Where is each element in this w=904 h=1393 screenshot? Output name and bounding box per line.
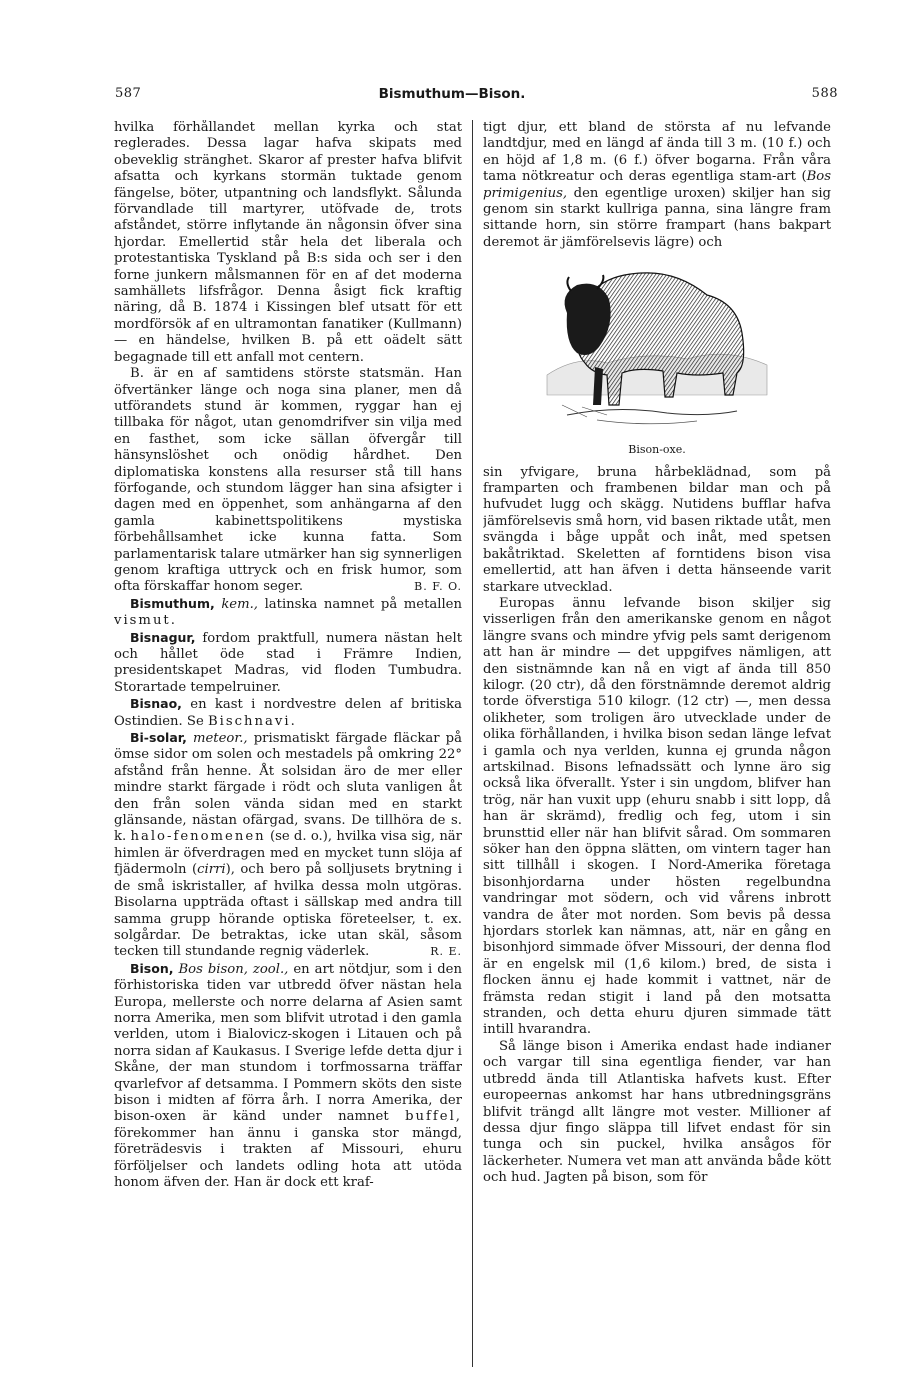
bison-illustration-icon	[537, 255, 777, 440]
left-column	[114, 120, 462, 1370]
paragraph-bison-4: Så länge bison i Amerika endast hade indianer och vargar till sina egentliga fiender, var han utbredd ända till Atlantiska hafvets kust. Efter europeernas ankomst har hans utbredningsgräns blifvit trängd allt längre mot vester. Millioner af dessa djur fingo släppa till lifvet endast för sin tunga och sin puckel, hvilka ansågos för läckerheter. Numera vet man att använda både kött och hud. Jagten på bison, som för	[483, 1038, 831, 1186]
entry-headword: Bismuthum,	[130, 595, 215, 611]
entry-bison	[114, 961, 462, 1192]
entry-latin: cirri	[197, 862, 226, 878]
entry-term: buffel,	[405, 1109, 462, 1125]
entry-abbreviation: kem.,	[221, 596, 258, 612]
entry-headword: Bisnagur,	[130, 629, 196, 645]
running-title: Bismuthum—Bison.	[378, 86, 526, 102]
paragraph-bismarck-1: hvilka förhållandet mellan kyrka och stat reglerades. Dessa lagar hafva skipats med obeveklig stränghet. Skaror af prester hafva blifvit afsatta och kyrkans stormän tuktade genom fängelse, böter, utpantning och landsflykt. Sålunda förvandlade till martyrer, utöfvade de, trots afståndet, större inflytande än någonsin öfver sina hjordar. Emellertid står hela det liberala och protestantiska Tyskland på B:s sida och ser i den forne junkern målsmannen för en af det moderna samhällets lifsfrågor. Denna åsigt fick kraftig näring, då B. 1874 i Kissingen blef utsatt för ett mordförsök af en ultramontan fanatiker (Kullmann) — en händelse, hvilken B. på ett oädelt sätt begagnade till ett anfall mot centern.	[114, 120, 462, 365]
entry-bisnagur	[114, 630, 462, 697]
column-divider	[472, 120, 473, 1367]
paragraph-text: den egentlige uroxen) skiljer han sig genom sin starkt kullriga panna, sina längre fram sittande horn, sin större frampart (hans bakpart deremot är jämförelsevis lägre) och	[483, 185, 831, 250]
entry-text: (se d. o.), hvilka visa sig, när himlen är öfverdragen med en mycket tunn slöja af fjädermoln (	[114, 829, 462, 878]
right-column	[483, 120, 831, 1370]
author-signature: R. E.	[430, 945, 462, 959]
entry-text: en art nötdjur, som i den förhistoriska tiden var utbredd öfver nästan hela Europa, mellerste och norre delarna af Asien samt norra Amerika, men som blifvit utrotad i den gamla verlden, utom i Bialovicz-skogen i Litauen och på norra sidan af Kaukasus. I Sverige lefde detta djur i Skåne, der man stundom i torfmossarna träffar qvarlefvor af detsamma. I Pommern sköts den siste bison i midten af förra årh. I norra Amerika, der bison-oxen är känd under namnet	[114, 961, 462, 1125]
entry-text: prismatiskt färgade fläckar på ömse sidor om solen och mestadels på omkring 22° afstånd från henne. Åt solsidan äro de mer eller mindre starkt färgade i rödt och sluta vanligen åt den från solen vända sidan med en starkt glänsande, nästan ofärgad, svans. De tillhöra de s. k.	[114, 731, 462, 845]
author-signature: B. F. O.	[414, 580, 462, 594]
entry-bismuthum	[114, 596, 462, 630]
entry-bisnao	[114, 696, 462, 730]
paragraph-bismarck-2	[114, 366, 462, 596]
entry-text: förekommer han ännu i ganska stor mängd, företrädesvis i trakten af Missouri, ehuru förföljelser och landets odling hota att utöda honom äfven der. Han är dock ett kraf-	[114, 1125, 462, 1190]
entry-abbreviation: meteor.,	[192, 731, 248, 747]
entry-text: latinska namnet på metallen	[264, 596, 462, 612]
page-header	[0, 86, 904, 110]
entry-text: en kast i nordvestre delen af britiska Ostindien. Se	[114, 697, 462, 729]
paragraph-bison-2: sin yfvigare, bruna hårbeklädnad, som på framparten och frambenen bildar man och på hufvudet lugg och skägg. Nutidens bufflar hafva jämförelsevis små horn, vid basen riktade utåt, men svängda i båge uppåt och inåt, med spetsen bakåtriktad. Skeletten af forntidens bison visa emellertid, att han äfven i detta hänseende varit starkare utvecklad.	[483, 464, 831, 595]
paragraph-bison-1	[483, 120, 831, 251]
paragraph-text: tigt djur, ett bland de största af nu lefvande landtdjur, med en längd af ända till 3 m. (10 f.) och en höjd af 1,8 m. (6 f.) öfver bogarna. Från våra tama nötkreatur och deras egentliga stam-art (	[483, 120, 831, 185]
entry-bi-solar	[114, 730, 462, 961]
entry-text: ), och bero på solljusets brytning i de små iskristaller, af hvilka dessa moln utgöras. Bisolarna uppträda oftast i sällskap med andra till samma grupp hörande optiska företeelser, t. ex. solgårdar. De betraktas, icke utan skäl, såsom tecken till stundande regnig väderlek.	[114, 862, 462, 960]
figure-caption: Bison-oxe.	[628, 443, 686, 457]
entry-text: fordom praktfull, numera nästan helt och hållet öde stad i Främre Indien, presidentskapet Madras, vid floden Tumbudra. Storartade tempelruiner.	[114, 630, 462, 695]
entry-headword: Bisnao,	[130, 696, 182, 712]
paragraph-bison-3: Europas ännu lefvande bison skiljer sig visserligen från den amerikanske genom en något längre svans och mindre yfvig pels samt derigenom att han är mindre — det uppgifves nämligen, att den sistnämnde kan nå en vigt af ända till 850 kilogr. (20 ctr), då den förstnämnde deremot aldrig torde öfverstiga 510 kilogr. (12 ctr) —, men dessa olikheter, som troligen äro utvecklade under de olika förhållanden, i hvilka bison sedan länge lefvat i gamla och nya verlden, kunna ej grunda någon artskilnad. Bisons lefnadssätt och lynne äro sig också lika öfverallt. Yster i sin ungdom, blifver han trög, när han vuxit upp (ehuru snabb i sitt lopp, då han är skrämd), fredlig och feg, utom i sin brunsttid eller när han blifvit sårad. Om sommaren söker han den öppna slätten, om vintern tager han sitt tillhåll i skogen. I Nord-Amerika företaga bisonhjordarna under hösten regelbundna vandringar mot södern, och vid vårens inbrott vandra de åter mot norden. Som bevis på dessa hjordars storlek kan nämnas, att, när en gång en bisonhjord simmade öfver Missouri, der denna flod är en engelsk mil (1,6 kilom.) bred, de sista i flocken ännu ej hade kommit i vattnet, när de främsta redan stigit i land på den motsatta stranden, och detta ehuru djuren simmade tätt intill hvarandra.	[483, 595, 831, 1038]
entry-latin: Bos primigenius,	[483, 169, 831, 201]
entry-term: halo-fenomenen	[130, 829, 266, 845]
page-number-right: 588	[811, 86, 838, 101]
bison-figure	[483, 255, 831, 458]
entry-headword: Bison,	[130, 960, 174, 976]
entry-term: vismut.	[114, 613, 177, 629]
cross-reference: Bischnavi.	[207, 713, 297, 729]
entry-headword: Bi-solar,	[130, 730, 187, 746]
paragraph-text: B. är en af samtidens störste statsmän. Han öfvertänker länge och noga sina planer, men då utförandets stund är kommen, ryggar han ej tillbaka för något, utan genomdrifver sin vilja med en fasthet, som icke sällan öfvergår till hänsynslöshet och onödig hårdhet. Den diplomatiska konstens alla resurser stå till hans förfogande, och stundom lägger han sina afsigter i dagen med en öppenhet, som anhängarna af den gamla kabinettspolitikens mystiska förbehållsamhet icke kunna fatta. Som parlamentarisk talare utmärker han sig synnerligen genom kraftiga uttryck och en frisk humor, som ofta förskaffar honom seger.	[114, 366, 462, 595]
page-number-left: 587	[115, 86, 142, 101]
entry-latin: Bos bison, zool.,	[178, 961, 289, 977]
